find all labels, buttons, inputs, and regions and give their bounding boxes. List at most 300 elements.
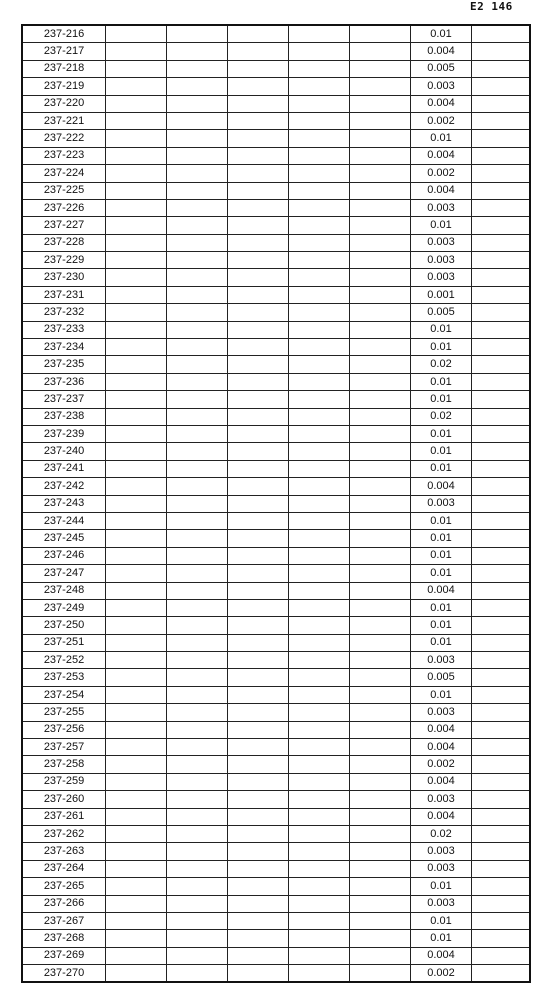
empty-cell <box>167 373 228 390</box>
table-row <box>22 912 530 929</box>
table-row <box>22 286 530 303</box>
table-row <box>22 356 530 373</box>
empty-cell <box>106 165 167 182</box>
page-number-label: E2 146 <box>470 0 513 13</box>
empty-cell <box>472 78 530 95</box>
table-row <box>22 565 530 582</box>
empty-cell <box>167 356 228 373</box>
empty-cell <box>228 704 289 721</box>
empty-cell <box>350 512 411 529</box>
empty-cell <box>472 60 530 77</box>
empty-cell <box>472 791 530 808</box>
empty-cell <box>106 669 167 686</box>
empty-cell <box>228 147 289 164</box>
table-row <box>22 739 530 756</box>
empty-cell <box>350 791 411 808</box>
compound-id-cell: 237-217 <box>22 43 106 60</box>
value-cell: 0.01 <box>411 930 472 947</box>
compound-id-cell: 237-218 <box>22 60 106 77</box>
table-row <box>22 512 530 529</box>
value-cell: 0.01 <box>411 391 472 408</box>
empty-cell <box>167 947 228 964</box>
compound-id-cell: 237-231 <box>22 286 106 303</box>
empty-cell <box>289 739 350 756</box>
empty-cell <box>106 808 167 825</box>
table-row <box>22 965 530 983</box>
empty-cell <box>167 825 228 842</box>
table-row <box>22 252 530 269</box>
empty-cell <box>289 634 350 651</box>
value-cell: 0.003 <box>411 860 472 877</box>
empty-cell <box>472 356 530 373</box>
empty-cell <box>106 217 167 234</box>
empty-cell <box>228 460 289 477</box>
empty-cell <box>228 339 289 356</box>
empty-cell <box>228 721 289 738</box>
empty-cell <box>228 112 289 129</box>
empty-cell <box>167 599 228 616</box>
compound-id-cell: 237-267 <box>22 912 106 929</box>
empty-cell <box>472 286 530 303</box>
empty-cell <box>289 599 350 616</box>
empty-cell <box>350 860 411 877</box>
compound-id-cell: 237-268 <box>22 930 106 947</box>
empty-cell <box>289 95 350 112</box>
table-row <box>22 43 530 60</box>
empty-cell <box>228 965 289 983</box>
value-cell: 0.004 <box>411 721 472 738</box>
empty-cell <box>472 321 530 338</box>
compound-id-cell: 237-221 <box>22 112 106 129</box>
empty-cell <box>289 825 350 842</box>
empty-cell <box>289 617 350 634</box>
empty-cell <box>167 843 228 860</box>
empty-cell <box>106 408 167 425</box>
empty-cell <box>106 773 167 790</box>
empty-cell <box>167 43 228 60</box>
empty-cell <box>472 704 530 721</box>
empty-cell <box>228 25 289 43</box>
empty-cell <box>289 356 350 373</box>
value-cell: 0.01 <box>411 460 472 477</box>
empty-cell <box>350 339 411 356</box>
compound-id-cell: 237-235 <box>22 356 106 373</box>
empty-cell <box>106 25 167 43</box>
empty-cell <box>472 234 530 251</box>
empty-cell <box>350 495 411 512</box>
empty-cell <box>106 530 167 547</box>
table-row <box>22 791 530 808</box>
empty-cell <box>167 199 228 216</box>
empty-cell <box>106 617 167 634</box>
empty-cell <box>289 304 350 321</box>
empty-cell <box>167 791 228 808</box>
empty-cell <box>106 686 167 703</box>
empty-cell <box>228 895 289 912</box>
empty-cell <box>228 599 289 616</box>
value-cell: 0.003 <box>411 495 472 512</box>
empty-cell <box>167 286 228 303</box>
empty-cell <box>106 478 167 495</box>
table-row <box>22 547 530 564</box>
compound-id-cell: 237-220 <box>22 95 106 112</box>
empty-cell <box>289 582 350 599</box>
empty-cell <box>350 234 411 251</box>
value-cell: 0.002 <box>411 756 472 773</box>
empty-cell <box>350 443 411 460</box>
empty-cell <box>228 825 289 842</box>
compound-id-cell: 237-258 <box>22 756 106 773</box>
empty-cell <box>472 478 530 495</box>
empty-cell <box>228 756 289 773</box>
value-cell: 0.003 <box>411 895 472 912</box>
empty-cell <box>289 773 350 790</box>
table-row <box>22 321 530 338</box>
empty-cell <box>289 286 350 303</box>
empty-cell <box>228 878 289 895</box>
value-cell: 0.004 <box>411 947 472 964</box>
compound-id-cell: 237-239 <box>22 425 106 442</box>
empty-cell <box>350 43 411 60</box>
empty-cell <box>289 756 350 773</box>
compound-id-cell: 237-241 <box>22 460 106 477</box>
empty-cell <box>167 565 228 582</box>
value-cell: 0.003 <box>411 791 472 808</box>
empty-cell <box>350 878 411 895</box>
empty-cell <box>106 460 167 477</box>
empty-cell <box>350 269 411 286</box>
empty-cell <box>350 252 411 269</box>
value-cell: 0.01 <box>411 443 472 460</box>
empty-cell <box>167 78 228 95</box>
empty-cell <box>106 947 167 964</box>
empty-cell <box>228 43 289 60</box>
table-row <box>22 634 530 651</box>
compound-id-cell: 237-240 <box>22 443 106 460</box>
empty-cell <box>289 182 350 199</box>
compound-id-cell: 237-248 <box>22 582 106 599</box>
compound-id-cell: 237-234 <box>22 339 106 356</box>
empty-cell <box>228 773 289 790</box>
empty-cell <box>106 512 167 529</box>
empty-cell <box>167 808 228 825</box>
table-row <box>22 304 530 321</box>
empty-cell <box>228 912 289 929</box>
empty-cell <box>106 112 167 129</box>
value-cell: 0.002 <box>411 112 472 129</box>
empty-cell <box>228 199 289 216</box>
empty-cell <box>106 304 167 321</box>
empty-cell <box>472 547 530 564</box>
empty-cell <box>167 756 228 773</box>
empty-cell <box>289 269 350 286</box>
empty-cell <box>289 565 350 582</box>
empty-cell <box>350 112 411 129</box>
empty-cell <box>289 147 350 164</box>
table-row <box>22 895 530 912</box>
value-cell: 0.02 <box>411 408 472 425</box>
value-cell: 0.005 <box>411 60 472 77</box>
empty-cell <box>350 25 411 43</box>
empty-cell <box>167 478 228 495</box>
empty-cell <box>167 460 228 477</box>
table-row <box>22 878 530 895</box>
empty-cell <box>167 147 228 164</box>
compound-id-cell: 237-266 <box>22 895 106 912</box>
value-cell: 0.01 <box>411 217 472 234</box>
empty-cell <box>289 373 350 390</box>
empty-cell <box>228 304 289 321</box>
compound-id-cell: 237-226 <box>22 199 106 216</box>
empty-cell <box>228 165 289 182</box>
empty-cell <box>167 269 228 286</box>
value-cell: 0.004 <box>411 147 472 164</box>
empty-cell <box>228 843 289 860</box>
empty-cell <box>350 756 411 773</box>
compound-id-cell: 237-223 <box>22 147 106 164</box>
table-row <box>22 930 530 947</box>
empty-cell <box>289 252 350 269</box>
empty-cell <box>350 825 411 842</box>
table-row <box>22 339 530 356</box>
empty-cell <box>228 269 289 286</box>
empty-cell <box>167 547 228 564</box>
empty-cell <box>289 443 350 460</box>
empty-cell <box>350 652 411 669</box>
empty-cell <box>472 408 530 425</box>
compound-id-cell: 237-228 <box>22 234 106 251</box>
value-cell: 0.003 <box>411 252 472 269</box>
empty-cell <box>106 860 167 877</box>
empty-cell <box>228 234 289 251</box>
empty-cell <box>228 495 289 512</box>
table-row <box>22 582 530 599</box>
empty-cell <box>472 652 530 669</box>
empty-cell <box>350 739 411 756</box>
empty-cell <box>472 947 530 964</box>
empty-cell <box>106 547 167 564</box>
empty-cell <box>167 652 228 669</box>
empty-cell <box>472 425 530 442</box>
table-row <box>22 165 530 182</box>
value-cell: 0.01 <box>411 547 472 564</box>
empty-cell <box>350 286 411 303</box>
empty-cell <box>472 217 530 234</box>
compound-id-cell: 237-259 <box>22 773 106 790</box>
empty-cell <box>106 825 167 842</box>
value-cell: 0.01 <box>411 373 472 390</box>
empty-cell <box>228 478 289 495</box>
empty-cell <box>167 25 228 43</box>
compound-id-cell: 237-232 <box>22 304 106 321</box>
empty-cell <box>167 495 228 512</box>
compound-id-cell: 237-264 <box>22 860 106 877</box>
table-row <box>22 130 530 147</box>
value-cell: 0.01 <box>411 617 472 634</box>
empty-cell <box>228 686 289 703</box>
empty-cell <box>350 321 411 338</box>
empty-cell <box>289 965 350 983</box>
compound-id-cell: 237-265 <box>22 878 106 895</box>
empty-cell <box>106 373 167 390</box>
empty-cell <box>350 78 411 95</box>
empty-cell <box>167 773 228 790</box>
empty-cell <box>106 339 167 356</box>
empty-cell <box>106 895 167 912</box>
table-row <box>22 825 530 842</box>
value-cell: 0.01 <box>411 339 472 356</box>
value-cell: 0.01 <box>411 512 472 529</box>
empty-cell <box>106 269 167 286</box>
empty-cell <box>472 773 530 790</box>
empty-cell <box>228 669 289 686</box>
compound-id-cell: 237-269 <box>22 947 106 964</box>
empty-cell <box>106 425 167 442</box>
value-cell: 0.005 <box>411 669 472 686</box>
value-cell: 0.003 <box>411 704 472 721</box>
value-cell: 0.003 <box>411 843 472 860</box>
empty-cell <box>106 756 167 773</box>
empty-cell <box>167 321 228 338</box>
empty-cell <box>167 860 228 877</box>
empty-cell <box>228 373 289 390</box>
empty-cell <box>106 130 167 147</box>
empty-cell <box>472 182 530 199</box>
empty-cell <box>106 912 167 929</box>
empty-cell <box>350 599 411 616</box>
table-row <box>22 199 530 216</box>
empty-cell <box>472 825 530 842</box>
empty-cell <box>350 617 411 634</box>
empty-cell <box>106 704 167 721</box>
data-table <box>21 24 531 983</box>
empty-cell <box>228 391 289 408</box>
compound-id-cell: 237-237 <box>22 391 106 408</box>
empty-cell <box>472 669 530 686</box>
empty-cell <box>289 391 350 408</box>
compound-id-cell: 237-243 <box>22 495 106 512</box>
table-row <box>22 947 530 964</box>
empty-cell <box>350 704 411 721</box>
empty-cell <box>472 269 530 286</box>
empty-cell <box>472 252 530 269</box>
empty-cell <box>289 130 350 147</box>
table-row <box>22 217 530 234</box>
empty-cell <box>289 60 350 77</box>
value-cell: 0.005 <box>411 304 472 321</box>
empty-cell <box>167 165 228 182</box>
compound-id-cell: 237-261 <box>22 808 106 825</box>
table-row <box>22 234 530 251</box>
empty-cell <box>106 443 167 460</box>
empty-cell <box>106 147 167 164</box>
empty-cell <box>289 234 350 251</box>
empty-cell <box>289 878 350 895</box>
empty-cell <box>350 773 411 790</box>
empty-cell <box>167 686 228 703</box>
empty-cell <box>106 43 167 60</box>
empty-cell <box>350 808 411 825</box>
value-cell: 0.01 <box>411 565 472 582</box>
compound-id-cell: 237-254 <box>22 686 106 703</box>
empty-cell <box>228 652 289 669</box>
empty-cell <box>106 582 167 599</box>
value-cell: 0.004 <box>411 739 472 756</box>
empty-cell <box>289 78 350 95</box>
value-cell: 0.004 <box>411 95 472 112</box>
empty-cell <box>350 460 411 477</box>
value-cell: 0.01 <box>411 321 472 338</box>
empty-cell <box>289 895 350 912</box>
empty-cell <box>106 843 167 860</box>
empty-cell <box>350 965 411 983</box>
empty-cell <box>167 234 228 251</box>
empty-cell <box>350 930 411 947</box>
empty-cell <box>167 112 228 129</box>
table-row <box>22 95 530 112</box>
compound-id-cell: 237-244 <box>22 512 106 529</box>
empty-cell <box>228 512 289 529</box>
empty-cell <box>472 373 530 390</box>
empty-cell <box>228 443 289 460</box>
empty-cell <box>350 634 411 651</box>
table-row <box>22 652 530 669</box>
empty-cell <box>289 321 350 338</box>
value-cell: 0.02 <box>411 356 472 373</box>
empty-cell <box>167 930 228 947</box>
empty-cell <box>472 721 530 738</box>
compound-id-cell: 237-253 <box>22 669 106 686</box>
empty-cell <box>472 460 530 477</box>
empty-cell <box>350 165 411 182</box>
value-cell: 0.01 <box>411 634 472 651</box>
empty-cell <box>289 25 350 43</box>
empty-cell <box>167 617 228 634</box>
compound-id-cell: 237-256 <box>22 721 106 738</box>
empty-cell <box>472 199 530 216</box>
empty-cell <box>228 791 289 808</box>
empty-cell <box>350 895 411 912</box>
compound-id-cell: 237-236 <box>22 373 106 390</box>
empty-cell <box>289 547 350 564</box>
empty-cell <box>106 182 167 199</box>
empty-cell <box>472 686 530 703</box>
empty-cell <box>350 669 411 686</box>
table-row <box>22 112 530 129</box>
table-row <box>22 182 530 199</box>
table-row <box>22 460 530 477</box>
table-row <box>22 669 530 686</box>
empty-cell <box>167 304 228 321</box>
value-cell: 0.01 <box>411 130 472 147</box>
empty-cell <box>167 443 228 460</box>
empty-cell <box>106 634 167 651</box>
empty-cell <box>472 130 530 147</box>
empty-cell <box>106 95 167 112</box>
empty-cell <box>350 912 411 929</box>
empty-cell <box>167 60 228 77</box>
empty-cell <box>289 530 350 547</box>
empty-cell <box>350 373 411 390</box>
empty-cell <box>167 512 228 529</box>
empty-cell <box>472 895 530 912</box>
empty-cell <box>228 217 289 234</box>
empty-cell <box>472 860 530 877</box>
empty-cell <box>289 512 350 529</box>
compound-id-cell: 237-227 <box>22 217 106 234</box>
table-row <box>22 704 530 721</box>
empty-cell <box>106 199 167 216</box>
